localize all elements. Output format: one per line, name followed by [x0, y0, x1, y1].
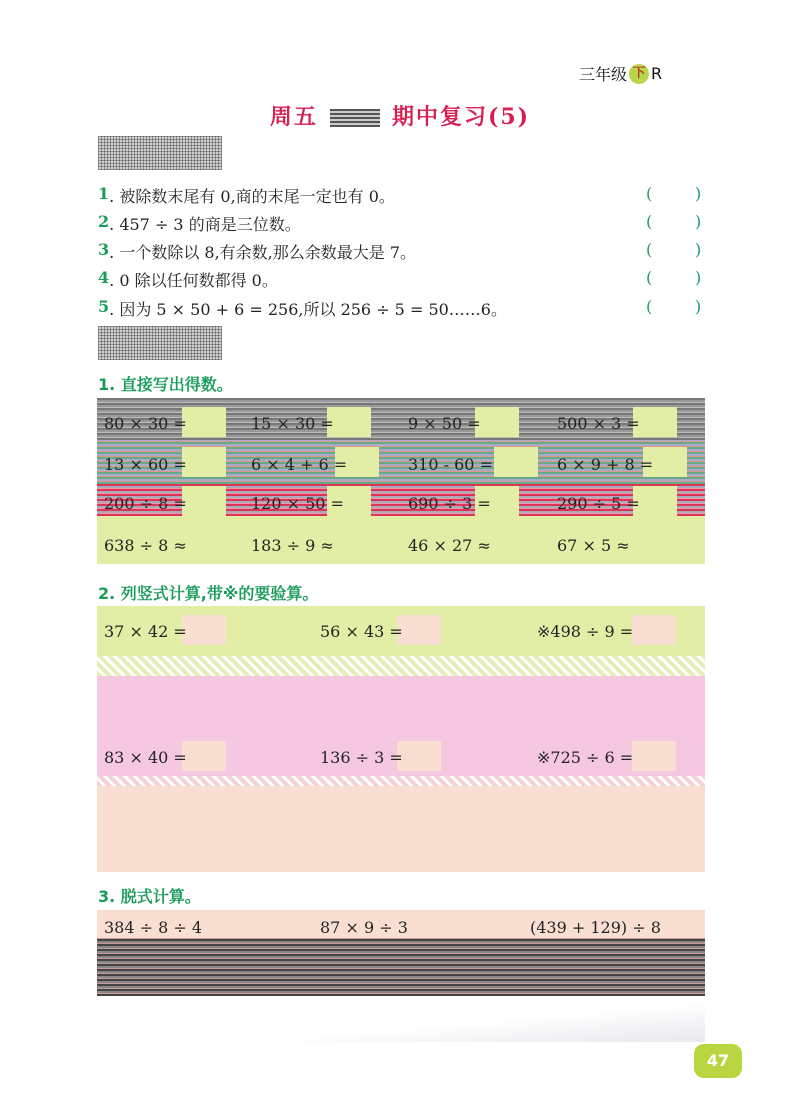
answer-paren-close: ): [695, 297, 702, 316]
title-day: 周五: [269, 104, 318, 130]
calc-expression: 67 × 5 ≈: [557, 536, 630, 555]
calc-expression: 9 × 50 =: [408, 414, 481, 433]
calc-expression: 384 ÷ 8 ÷ 4: [104, 918, 203, 937]
grade-prefix: 三年级: [579, 65, 628, 84]
answer-paren-open[interactable]: (: [646, 212, 653, 231]
answer-box[interactable]: [475, 407, 519, 437]
calc-expression: 183 ÷ 9 ≈: [251, 536, 334, 555]
judge-item: 1 . 被除数末尾有 0,商的末尾一定也有 0。 ( ): [98, 184, 702, 206]
judge-item: 4 . 0 除以任何数都得 0。 ( ): [98, 268, 702, 290]
answer-box[interactable]: [632, 741, 676, 771]
calc-expression: 6 × 4 + 6 =: [251, 455, 348, 474]
section2-divider: [97, 776, 705, 786]
answer-box[interactable]: [397, 741, 441, 771]
answer-box[interactable]: [182, 486, 226, 516]
calc-expression: 80 × 30 =: [104, 414, 187, 433]
answer-box[interactable]: [182, 407, 226, 437]
answer-paren-close: ): [695, 212, 702, 231]
section3-title: 3. 脱式计算。: [98, 887, 201, 906]
answer-box[interactable]: [182, 615, 226, 645]
answer-paren-open[interactable]: (: [646, 268, 653, 287]
answer-paren-open[interactable]: (: [646, 184, 653, 203]
answer-box[interactable]: [494, 447, 538, 477]
answer-box[interactable]: [182, 447, 226, 477]
section2-title: 2. 列竖式计算,带※的要验算。: [98, 584, 319, 603]
title-topic: 期中复习(5): [391, 104, 531, 130]
calc-expression: (439 + 129) ÷ 8: [530, 918, 661, 937]
calc-expression: 56 × 43 =: [320, 622, 403, 641]
section2-work-area: [97, 786, 705, 872]
answer-box[interactable]: [182, 741, 226, 771]
term-badge: 下: [629, 64, 649, 84]
section-heading-graphic-judge: [98, 136, 222, 170]
answer-paren-close: ): [695, 184, 702, 203]
judge-item: 3 . 一个数除以 8,有余数,那么余数最大是 7。 ( ): [98, 240, 702, 262]
grade-label: [579, 62, 662, 85]
answer-box[interactable]: [632, 615, 676, 645]
calc-expression: 310 - 60 =: [408, 455, 493, 474]
calc-expression: ※498 ÷ 9 =: [537, 622, 634, 641]
calc-expression: 13 × 60 =: [104, 455, 187, 474]
section1-title: 1. 直接写出得数。: [98, 375, 233, 394]
calc-expression: 46 × 27 ≈: [408, 536, 491, 555]
section3-work-area: [97, 938, 705, 996]
judge-item: 2 . 457 ÷ 3 的商是三位数。 ( ): [98, 212, 702, 234]
answer-paren-open[interactable]: (: [646, 297, 653, 316]
calc-expression: 15 × 30 =: [251, 414, 334, 433]
section2-divider: [97, 656, 705, 676]
answer-paren-open[interactable]: (: [646, 240, 653, 259]
calc-expression: ※725 ÷ 6 =: [537, 748, 634, 767]
calc-expression: 136 ÷ 3 =: [320, 748, 403, 767]
calc-expression: 87 × 9 ÷ 3: [320, 918, 408, 937]
judge-item: 5 . 因为 5 × 50 + 6 = 256,所以 256 ÷ 5 = 50……6。 ( ): [98, 297, 702, 319]
calc-expression: 500 × 3 =: [557, 414, 640, 433]
calc-expression: 83 × 40 =: [104, 748, 187, 767]
page-number: 47: [694, 1044, 742, 1078]
answer-paren-close: ): [695, 240, 702, 259]
section-heading-graphic-calc: [98, 326, 222, 360]
grade-suffix: R: [651, 64, 663, 83]
answer-box[interactable]: [397, 615, 441, 645]
calc-expression: 200 ÷ 8 =: [104, 494, 187, 513]
calc-expression: 120 × 50 =: [251, 494, 344, 513]
calc-expression: 290 ÷ 5 =: [557, 494, 640, 513]
section3-work-area: [97, 996, 705, 1042]
title-decoration: [330, 109, 380, 127]
calc-expression: 638 ÷ 8 ≈: [104, 536, 187, 555]
calc-expression: 37 × 42 =: [104, 622, 187, 641]
answer-paren-close: ): [695, 268, 702, 287]
calc-expression: 6 × 9 + 8 =: [557, 455, 654, 474]
calc-expression: 690 ÷ 3 =: [408, 494, 491, 513]
page-title: [0, 100, 800, 131]
